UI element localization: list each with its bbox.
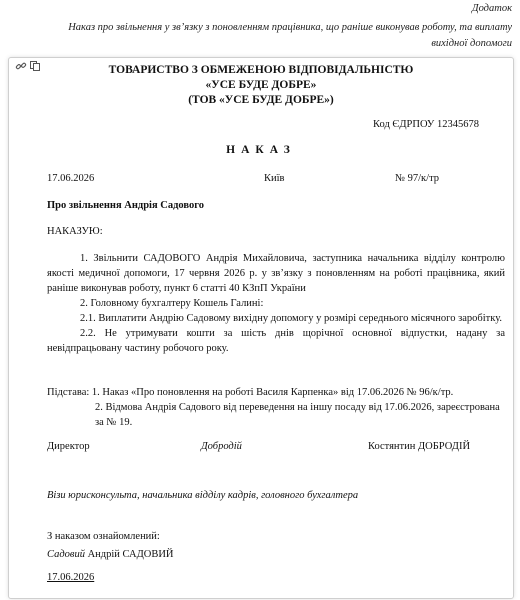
- acknowledgement-signature-line: [47, 549, 174, 560]
- basis-item-2: 2. Відмова Андрія Садового від переведення на іншу посаду від 17.06.2026, зареєстрована за № 19.: [95, 402, 500, 428]
- acknowledgement-label: З наказом ознайомлений:: [47, 531, 160, 542]
- director-name: Костянтин ДОБРОДІЙ: [368, 441, 471, 452]
- document-sheet: [8, 57, 514, 599]
- employee-name: Андрій САДОВИЙ: [87, 549, 174, 560]
- org-short-name: (ТОВ «УСЕ БУДЕ ДОБРЕ»): [188, 94, 334, 106]
- director-label: Директор: [47, 441, 90, 452]
- document-caption: Наказ про звільнення у зв’язку з поновленням працівника, що раніше виконував роботу, та виплату вихідної допомоги: [68, 22, 512, 49]
- order-number: № 97/к/тр: [395, 173, 440, 184]
- org-quote-name: «УСЕ БУДЕ ДОБРЕ»: [205, 79, 317, 91]
- organization-header: [9, 63, 513, 108]
- order-subject: Про звільнення Андрія Садового: [47, 200, 204, 211]
- appendix-label: Додаток: [471, 3, 512, 14]
- approval-visas: Візи юрисконсульта, начальника відділу кадрів, головного бухгалтера: [47, 490, 359, 501]
- director-signature: Добродій: [201, 441, 242, 452]
- employee-signature: Садовий: [47, 549, 85, 560]
- order-document: [9, 58, 513, 598]
- order-body: [47, 251, 505, 356]
- document-title: НАКАЗ: [226, 144, 296, 156]
- edrpou-code: Код ЄДРПОУ 12345678: [373, 119, 479, 130]
- order-basis: [47, 385, 505, 430]
- order-item-1: 1. Звільнити САДОВОГО Андрія Михайловича, заступника начальника відділу контролю якості медичної допомоги, 17 червня 2026 р. у зв’язку з поновленням на роботі працівника, який раніше виконував роботу, пункт 6 статті 40 КЗпП України: [47, 253, 505, 294]
- order-directive: НАКАЗУЮ:: [47, 226, 103, 237]
- acknowledgement-date: 17.06.2026: [47, 572, 95, 583]
- org-name: ТОВАРИСТВО З ОБМЕЖЕНОЮ ВІДПОВІДАЛЬНІСТЮ: [108, 64, 414, 76]
- order-item-2-1: 2.1. Виплатити Андрію Садовому вихідну допомогу у розмірі середнього місячного заробітку.: [80, 313, 503, 324]
- basis-item-1: Підстава: 1. Наказ «Про поновлення на роботі Василя Карпенка» від 17.06.2026 № 96/к/тр.: [47, 387, 454, 398]
- order-city: Київ: [264, 173, 285, 184]
- order-date: 17.06.2026: [47, 173, 95, 184]
- order-item-2-2: 2.2. Не утримувати кошти за шість днів щорічної основної відпустки, надану за невідпрацьовану частину робочого року.: [47, 328, 505, 354]
- order-item-2: 2. Головному бухгалтеру Кошель Галині:: [80, 298, 264, 309]
